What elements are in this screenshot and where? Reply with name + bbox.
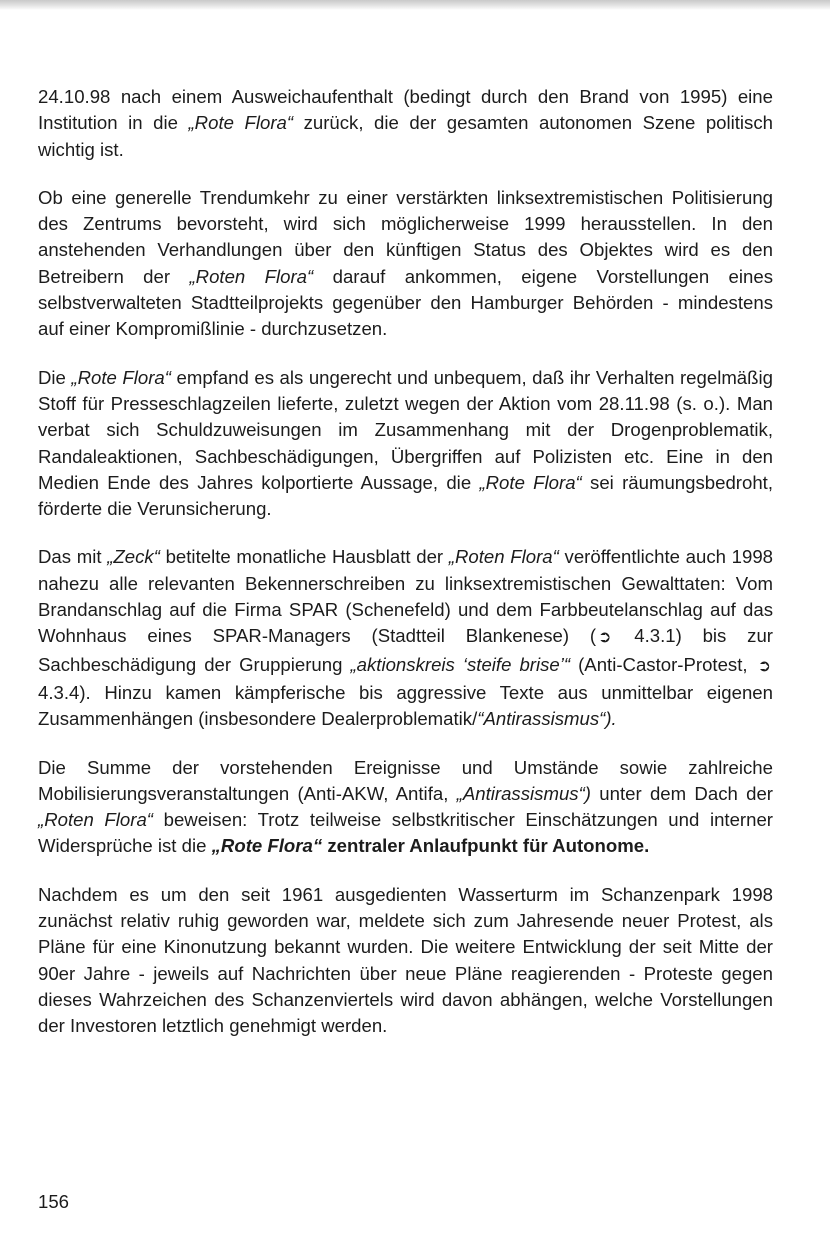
paragraph-5 — [38, 755, 773, 860]
document-body — [38, 84, 773, 1062]
text-segment: „Rote Flora“ — [211, 835, 323, 857]
text-segment: „aktionskreis ‘steife brise’“ — [350, 653, 571, 675]
text-segment: „Roten Flora“ — [189, 265, 314, 287]
text-segment: zentraler Anlaufpunkt für Autonome. — [322, 835, 650, 857]
cross-reference-arrow-icon: ➲ — [757, 657, 771, 675]
text-segment: Ob eine generelle Trendumkehr zu einer verstärkten linksextremistischen Politisierung des Zentrums bevorsteht, wird sich möglicherweise 1999 herausstellen. In den anstehenden Verhandlungen über den künftigen Status des Objektes wird es den Betreibern der — [38, 186, 773, 287]
text-segment: empfand es als ungerecht und unbequem, daß ihr Verhalten regelmäßig Stoff für Presseschlagzeilen lieferte, zuletzt wegen der Aktion vom 28.11.98 (s. o.). Man verbat sich Schuldzuweisungen im Zusammenhang mit der Drogenproblematik, Randaleaktionen, Sachbeschädigungen, Übergriffen auf Polizisten etc. Eine in den Medien Ende des Jahres kolportierte Aussage, die — [38, 366, 773, 493]
text-segment: (Anti-Castor-Protest, — [570, 653, 756, 675]
cross-reference-arrow-icon: ➲ — [598, 629, 612, 647]
paragraph-3 — [38, 365, 773, 523]
paragraph-2 — [38, 185, 773, 343]
text-segment: Die — [38, 366, 72, 388]
paragraph-4 — [38, 544, 773, 732]
text-segment: 24.10.98 nach einem Ausweichaufenthalt (bedingt durch den Brand von 1995) eine Institution in die — [38, 86, 773, 134]
text-segment: veröffentlichte auch 1998 nahezu alle relevanten Bekennerschreiben zu linksextremistischen Gewalttaten: Vom Brandanschlag auf die Firma SPAR (Schenefeld) und dem Farbbeutelanschlag auf das Wohnhaus eines SPAR-Managers (Stadtteil Blankenese) ( — [38, 546, 773, 647]
text-segment: unter dem Dach der — [590, 782, 773, 804]
text-segment: „Zeck“ — [107, 546, 160, 568]
text-segment: 4.3.1) bis zur Sachbeschädigung der Gruppierung — [38, 625, 773, 675]
paragraph-1 — [38, 84, 773, 163]
text-segment: zurück, die der gesamten autonomen Szene politisch wichtig ist. — [38, 112, 773, 160]
text-segment: Die Summe der vorstehenden Ereignisse und Umstände sowie zahlreiche Mobilisierungsveranstaltungen (Anti-AKW, Antifa, — [38, 756, 773, 804]
text-segment: sei räumungsbedroht, förderte die Verunsicherung. — [38, 471, 773, 520]
text-segment: betitelte monatliche Hausblatt der — [159, 546, 449, 568]
text-segment: „Rote Flora“ — [71, 366, 171, 388]
text-segment: 4.3.4). Hinzu kamen kämpferische bis aggressive Texte aus unmittelbar eigenen Zusammenhängen (insbesondere Dealerproblematik/ — [38, 681, 773, 730]
text-segment: „Roten Flora“ — [448, 546, 559, 568]
text-segment: Nachdem es um den seit 1961 ausgedienten Wasserturm im Schanzenpark 1998 zunächst relativ ruhig geworden war, meldete sich zum Jahresende neuer Protest, als Pläne für eine Kinonutzung bekannt wurden. Die weitere Entwicklung der seit Mitte der 90er Jahre - jeweils auf Nachrichten über neue Pläne reagierenden - Proteste gegen dieses Wahrzeichen des Schanzenviertels wird davon abhängen, welche Vorstellungen der Investoren letztlich genehmigt werden. — [38, 883, 773, 1037]
text-segment: darauf ankommen, eigene Vorstellungen eines selbstverwalteten Stadtteilprojekts gegenüber den Hamburger Behörden - mindestens auf einer Kompromißlinie - durchzusetzen. — [38, 265, 774, 340]
text-segment: beweisen: Trotz teilweise selbstkritischer Einschätzungen und interner Widersprüche ist die — [38, 809, 773, 857]
text-segment: „Rote Flora“ — [188, 112, 294, 134]
paragraph-6 — [38, 882, 773, 1040]
text-segment: „Rote Flora“ — [479, 471, 582, 493]
page-number: 156 — [38, 1191, 70, 1212]
text-segment: „Antirassismus“) — [456, 782, 591, 804]
text-segment: Das mit — [38, 546, 108, 568]
text-segment: “Antirassismus“). — [477, 708, 617, 730]
text-segment: „Roten Flora“ — [38, 809, 153, 831]
scan-top-edge — [0, 0, 830, 10]
